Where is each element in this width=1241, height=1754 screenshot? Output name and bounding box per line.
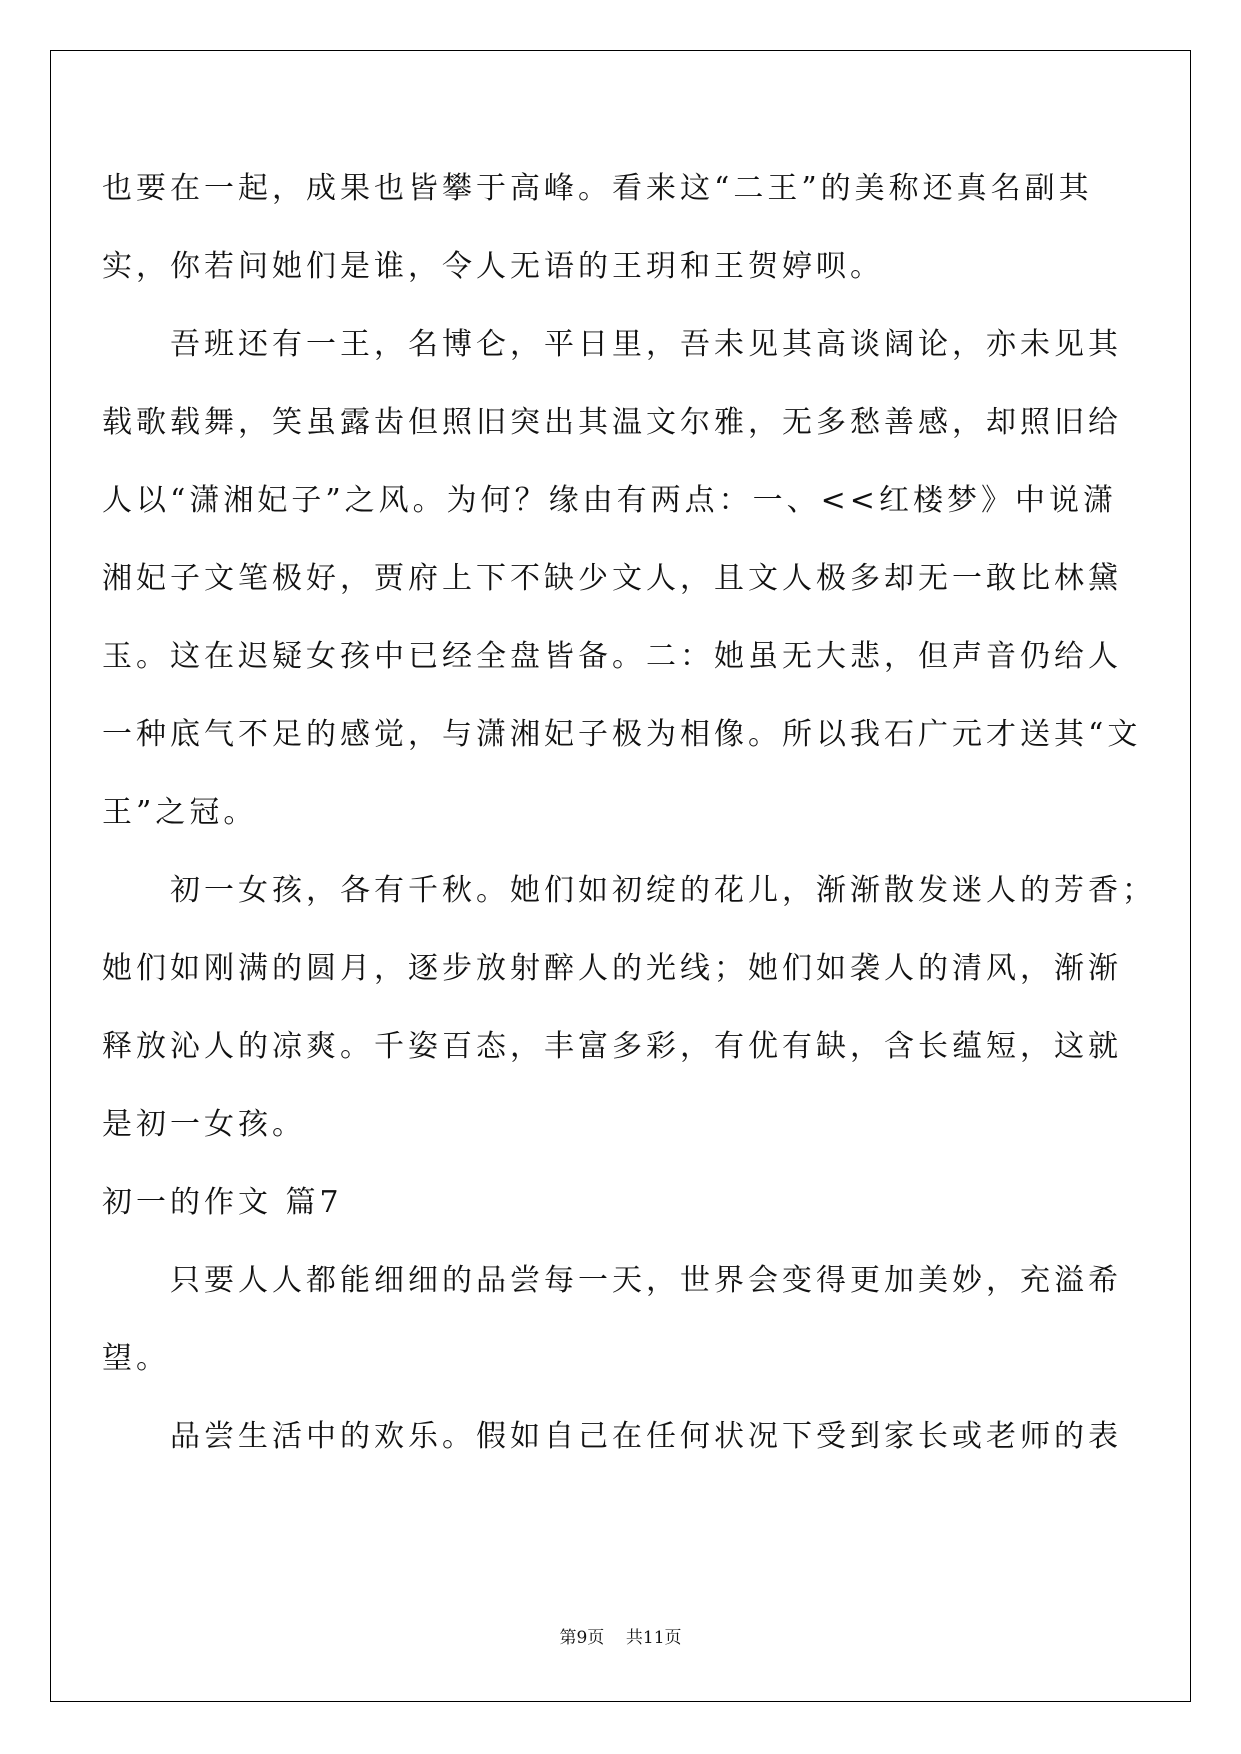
text-line: 释放沁人的凉爽。千姿百态，丰富多彩，有优有缺，含长蕴短，这就 bbox=[102, 1029, 1122, 1064]
text-line: 实，你若问她们是谁，令人无语的王玥和王贺婷呗。 bbox=[102, 249, 884, 284]
text-line: 湘妃子文笔极好，贾府上下不缺少文人，且文人极多却无一敢比林黛 bbox=[102, 561, 1122, 596]
page-total: 共11页 bbox=[625, 1628, 682, 1648]
text-line: 王”之冠。 bbox=[102, 795, 258, 830]
text-line: 品尝生活中的欢乐。假如自己在任何状况下受到家长或老师的表 bbox=[170, 1419, 1122, 1454]
text-line: 她们如刚满的圆月，逐步放射醉人的光线；她们如袭人的清风，渐渐 bbox=[102, 951, 1122, 986]
document-body bbox=[102, 150, 1156, 1476]
text-line: 一种底气不足的感觉，与潇湘妃子极为相像。所以我石广元才送其“文 bbox=[102, 717, 1142, 752]
text-line: 人以“潇湘妃子”之风。为何？缘由有两点：一、<<红楼梦》中说潇 bbox=[102, 483, 1117, 518]
page-number: 第9页 bbox=[559, 1628, 605, 1648]
section-heading: 初一的作文 篇7 bbox=[102, 1185, 343, 1220]
text-line: 初一女孩，各有千秋。她们如初绽的花儿，渐渐散发迷人的芳香； bbox=[170, 873, 1156, 908]
page-footer bbox=[0, 1623, 1241, 1648]
text-line: 玉。这在迟疑女孩中已经全盘皆备。二：她虽无大悲，但声音仍给人 bbox=[102, 639, 1122, 674]
text-line: 也要在一起，成果也皆攀于高峰。看来这“二王”的美称还真名副其 bbox=[102, 171, 1093, 206]
text-line: 载歌载舞，笑虽露齿但照旧突出其温文尔雅，无多愁善感，却照旧给 bbox=[102, 405, 1122, 440]
footer-gap bbox=[604, 1628, 626, 1648]
text-line: 吾班还有一王，名博仑，平日里，吾未见其高谈阔论，亦未见其 bbox=[170, 327, 1122, 362]
text-line: 只要人人都能细细的品尝每一天，世界会变得更加美妙，充溢希 bbox=[170, 1263, 1122, 1298]
text-line: 是初一女孩。 bbox=[102, 1107, 306, 1142]
text-line: 望。 bbox=[102, 1341, 170, 1376]
